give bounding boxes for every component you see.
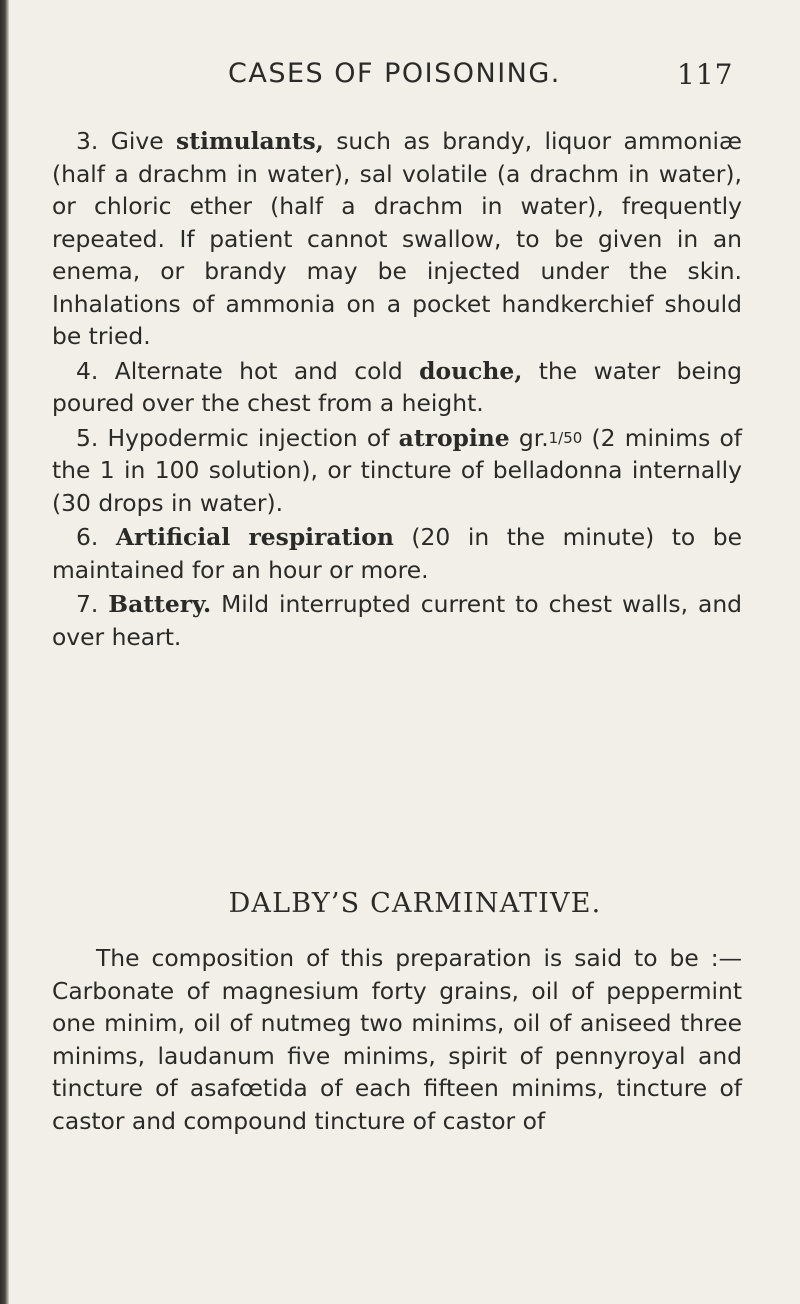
paragraph: The composition of this preparation is said to be :—Carbonate of magnesium forty grains, oil of peppermint one minim, oil of nutmeg two minims, oil of aniseed three minims, laudanum five minims, spirit of pennyroyal and tincture of asafœtida of each fifteen minims, tincture of castor and compound tincture of castor of (52, 944, 742, 1135)
item-term: Artificial respiration (115, 523, 394, 551)
page-number: 117 (677, 58, 734, 91)
page-binding-edge (0, 0, 9, 1304)
list-item: 7. Battery. Mild interrupted current to chest walls, and over heart. (52, 590, 743, 651)
list-item: 5. Hypodermic injection of atropine gr.1/50 (2 minims of the 1 in 100 solution), or tincture of belladonna internally (30 drops in water). (52, 423, 743, 517)
list-item: 4. Alternate hot and cold douche, the water being poured over the chest from a height. (52, 356, 743, 417)
item-number: 5. (76, 423, 99, 452)
dose-fraction: 1/50 (548, 428, 583, 447)
item-term: atropine (398, 423, 510, 452)
section-heading: DALBY’S CARMINATIVE. (228, 888, 602, 919)
item-number: 3. (76, 127, 99, 155)
item-number: 7. (76, 590, 99, 618)
running-title: CASES OF POISONING. (228, 58, 561, 89)
item-term: stimulants, (176, 127, 324, 155)
page-header (0, 58, 800, 98)
item-number: 4. (76, 356, 99, 385)
treatment-list (52, 125, 742, 653)
list-item: 6. Artificial respiration (20 in the minute) to be maintained for an hour or more. (52, 523, 743, 584)
item-number: 6. (76, 523, 99, 551)
list-item: 3. Give stimulants, such as brandy, liquor ammoniæ (half a drachm in water), sal volatile (a drachm in water), or chloric ether (half a drachm in water), frequently repeated. If patient cannot swallow, to be given in an enema, or brandy may be injected under the skin. Inhalations of ammonia on a pocket handkerchief should be tried. (52, 127, 742, 350)
item-term: Battery. (108, 590, 212, 618)
item-term: douche, (419, 356, 523, 385)
section-body (52, 942, 742, 1137)
